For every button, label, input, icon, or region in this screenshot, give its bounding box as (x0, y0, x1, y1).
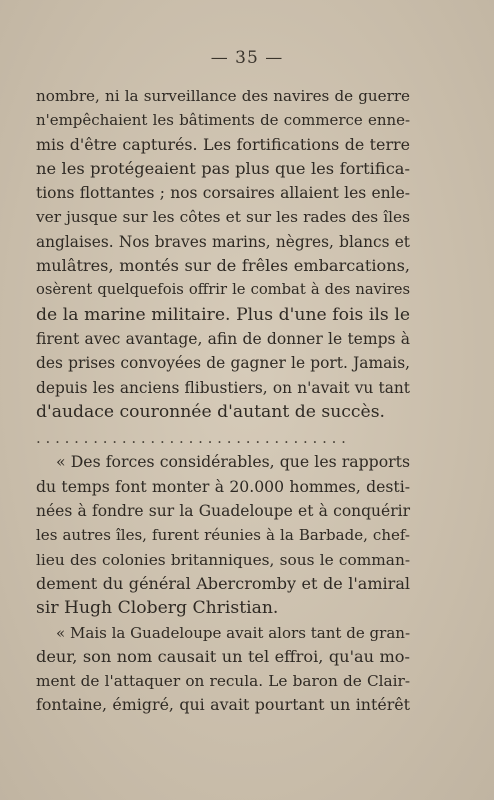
text-line: de la marine militaire. Plus d'une fois ils le (36, 304, 410, 325)
text-line: dement du général Abercromby et de l'amiral (36, 573, 410, 593)
text-line: les autres îles, furent réunies à la Barbade, chef- (36, 526, 410, 545)
text-line: ment de l'attaquer on recula. Le baron de Clair- (36, 672, 410, 691)
text-line: fontaine, émigré, qui avait pourtant un intérêt (36, 695, 410, 715)
text-line: anglaises. Nos braves marins, nègres, blancs et (36, 232, 410, 251)
text-line: « Mais la Guadeloupe avait alors tant de gran- (56, 623, 411, 642)
body-text (36, 84, 410, 718)
page-number: — 35 — (210, 48, 284, 68)
text-line: n'empêchaient les bâtiments de commerce enne- (36, 111, 410, 130)
text-line: ne les protégeaient pas plus que les fortifica- (36, 158, 410, 178)
text-line: nées à fondre sur la Guadeloupe et à conquérir (36, 502, 410, 521)
text-line: mulâtres, montés sur de frêles embarcations, (36, 256, 410, 276)
paragraph-3 (36, 621, 410, 718)
text-line: des prises convoyées de gagner le port. Jamais, (36, 354, 410, 373)
text-line: nombre, ni la surveillance des navires de guerre (36, 87, 410, 105)
text-line: sir Hugh Cloberg Christian. (36, 598, 279, 619)
paragraph-2 (36, 450, 410, 620)
text-line: tions flottantes ; nos corsaires allaient les enle- (36, 184, 410, 203)
paragraph-1 (36, 84, 410, 424)
text-line: lieu des colonies britanniques, sous le comman- (36, 550, 410, 569)
text-line: « Des forces considérables, que les rapports (56, 452, 410, 472)
text-line: du temps font monter à 20.000 hommes, desti- (36, 476, 410, 496)
text-line: firent avec avantage, afin de donner le temps à (36, 329, 410, 348)
text-line: d'audace couronnée d'autant de succès. (36, 401, 385, 422)
dotted-separator: . . . . . . . . . . . . . . . . . . . . . . . . . . . . . . . . . (36, 429, 346, 448)
text-line: depuis les anciens flibustiers, on n'avait vu tant (36, 378, 410, 397)
text-line: ver jusque sur les côtes et sur les rades des îles (36, 208, 410, 227)
text-line: mis d'être capturés. Les fortifications de terre (36, 134, 410, 154)
text-line: osèrent quelquefois offrir le combat à des navires (36, 281, 410, 299)
text-line: deur, son nom causait un tel effroi, qu'au mo- (36, 646, 410, 666)
